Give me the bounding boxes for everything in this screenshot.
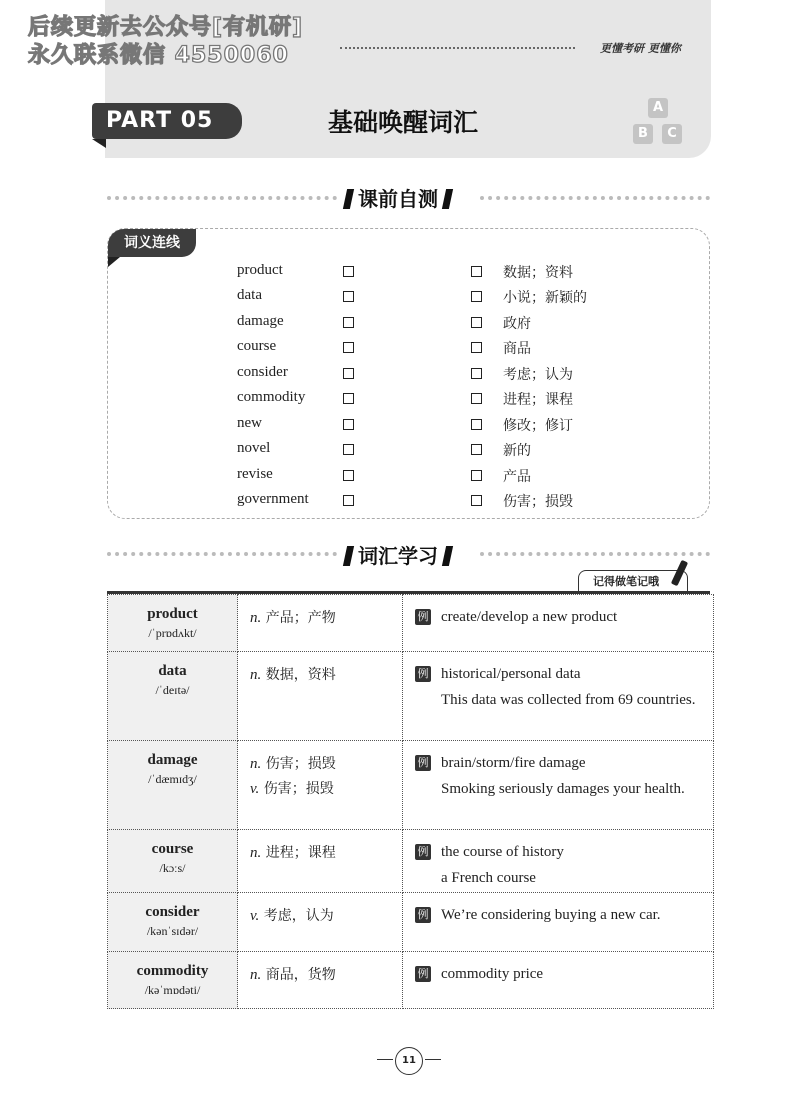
match-word: commodity <box>237 389 306 405</box>
definition: n. 进程；课程 <box>250 845 336 861</box>
left-checkbox[interactable] <box>343 495 354 506</box>
match-word: new <box>237 415 262 431</box>
example: 例 the course of history a French course <box>403 830 713 891</box>
match-meaning: 伤害；损毁 <box>503 494 573 510</box>
page-number-rule-right <box>425 1059 441 1060</box>
match-meaning: 产品 <box>503 469 531 485</box>
match-meaning: 考虑；认为 <box>503 367 573 383</box>
left-checkbox[interactable] <box>343 444 354 455</box>
right-checkbox[interactable] <box>471 444 482 455</box>
watermark-line-2: 永久联系微信 4550060 <box>28 43 289 68</box>
match-word: consider <box>237 364 288 380</box>
matching-exercise-box <box>107 228 710 519</box>
definition: n. 伤害；损毁 v. 伤害；损毁 <box>250 756 336 797</box>
part-badge-fold <box>92 139 106 148</box>
page-title: 基础唤醒词汇 <box>328 108 479 137</box>
table-row <box>108 830 714 893</box>
right-checkbox[interactable] <box>471 393 482 404</box>
abc-icon-b: B <box>633 124 653 144</box>
header-dotted-rule <box>340 47 575 49</box>
abc-icon-c: C <box>662 124 682 144</box>
right-checkbox[interactable] <box>471 291 482 302</box>
left-checkbox[interactable] <box>343 419 354 430</box>
match-meaning: 商品 <box>503 341 531 357</box>
abc-icon-a: A <box>648 98 668 118</box>
page-number: 11 <box>395 1047 423 1075</box>
example-icon: 例 <box>415 966 431 982</box>
left-checkbox[interactable] <box>343 470 354 481</box>
headword: consider <box>145 904 200 920</box>
definition: n. 产品；产物 <box>250 610 336 626</box>
part-badge: PART 05 <box>92 103 242 139</box>
section-title-vocab: 词汇学习 <box>339 540 457 569</box>
table-row <box>108 893 714 952</box>
example-icon: 例 <box>415 609 431 625</box>
left-checkbox[interactable] <box>343 393 354 404</box>
match-meaning: 修改；修订 <box>503 418 573 434</box>
example: 例 create/develop a new product <box>403 595 713 631</box>
left-checkbox[interactable] <box>343 291 354 302</box>
definition: n. 数据，资料 <box>250 667 336 683</box>
right-checkbox[interactable] <box>471 470 482 481</box>
headword: product <box>147 606 198 622</box>
headword: data <box>158 663 187 679</box>
section-rule-left <box>107 552 337 556</box>
table-row <box>108 741 714 830</box>
right-checkbox[interactable] <box>471 317 482 328</box>
section-title-pretest: 课前自测 <box>339 183 457 212</box>
match-word: revise <box>237 466 273 482</box>
headword: commodity <box>136 963 209 979</box>
right-checkbox[interactable] <box>471 266 482 277</box>
left-checkbox[interactable] <box>343 266 354 277</box>
match-meaning: 数据；资料 <box>503 265 573 281</box>
matching-tab-label: 词义连线 <box>108 229 196 257</box>
example-icon: 例 <box>415 666 431 682</box>
section-rule-left <box>107 196 337 200</box>
match-meaning: 政府 <box>503 316 531 332</box>
left-checkbox[interactable] <box>343 368 354 379</box>
match-meaning: 新的 <box>503 443 531 459</box>
match-word: course <box>237 338 277 354</box>
example: 例 brain/storm/fire damage Smoking seriously damages your health. <box>403 741 713 802</box>
page-number-rule-left <box>377 1059 393 1060</box>
phonetic: /ˈdeɪtə/ <box>155 683 190 697</box>
phonetic: /ˈdæmɪdʒ/ <box>148 772 197 786</box>
example: 例 commodity price <box>403 952 713 988</box>
example-icon: 例 <box>415 755 431 771</box>
table-row <box>108 952 714 1009</box>
phonetic: /kənˈsɪdər/ <box>146 924 199 938</box>
phonetic: /ˈprɒdʌkt/ <box>148 626 197 640</box>
match-word: product <box>237 262 283 278</box>
matching-tab-fold <box>108 257 120 267</box>
match-meaning: 小说；新颖的 <box>503 290 587 306</box>
example-icon: 例 <box>415 907 431 923</box>
match-meaning: 进程；课程 <box>503 392 573 408</box>
example: 例 historical/personal data This data was collected from 69 countries. <box>403 652 713 713</box>
match-word: data <box>237 287 262 303</box>
right-checkbox[interactable] <box>471 342 482 353</box>
left-checkbox[interactable] <box>343 342 354 353</box>
example: 例 We’re considering buying a new car. <box>403 893 713 929</box>
table-row <box>108 595 714 652</box>
definition: v. 考虑，认为 <box>250 908 334 924</box>
section-rule-right <box>480 196 710 200</box>
match-word: novel <box>237 440 271 456</box>
section-rule-right <box>480 552 710 556</box>
note-tag: 记得做笔记哦 <box>578 570 688 592</box>
left-checkbox[interactable] <box>343 317 354 328</box>
definition: n. 商品，货物 <box>250 967 336 983</box>
headword: course <box>151 841 194 857</box>
right-checkbox[interactable] <box>471 419 482 430</box>
phonetic: /kəˈmɒdəti/ <box>144 983 201 997</box>
match-word: damage <box>237 313 284 329</box>
table-row <box>108 652 714 741</box>
match-word: government <box>237 491 309 507</box>
right-checkbox[interactable] <box>471 368 482 379</box>
vocab-table <box>107 594 714 1009</box>
example-icon: 例 <box>415 844 431 860</box>
phonetic: /kɔːs/ <box>159 861 186 875</box>
right-checkbox[interactable] <box>471 495 482 506</box>
headword: damage <box>147 752 198 768</box>
header-tagline: 更懂考研 更懂你 <box>600 42 681 55</box>
watermark-line-1: 后续更新去公众号[有机研] <box>28 15 304 40</box>
